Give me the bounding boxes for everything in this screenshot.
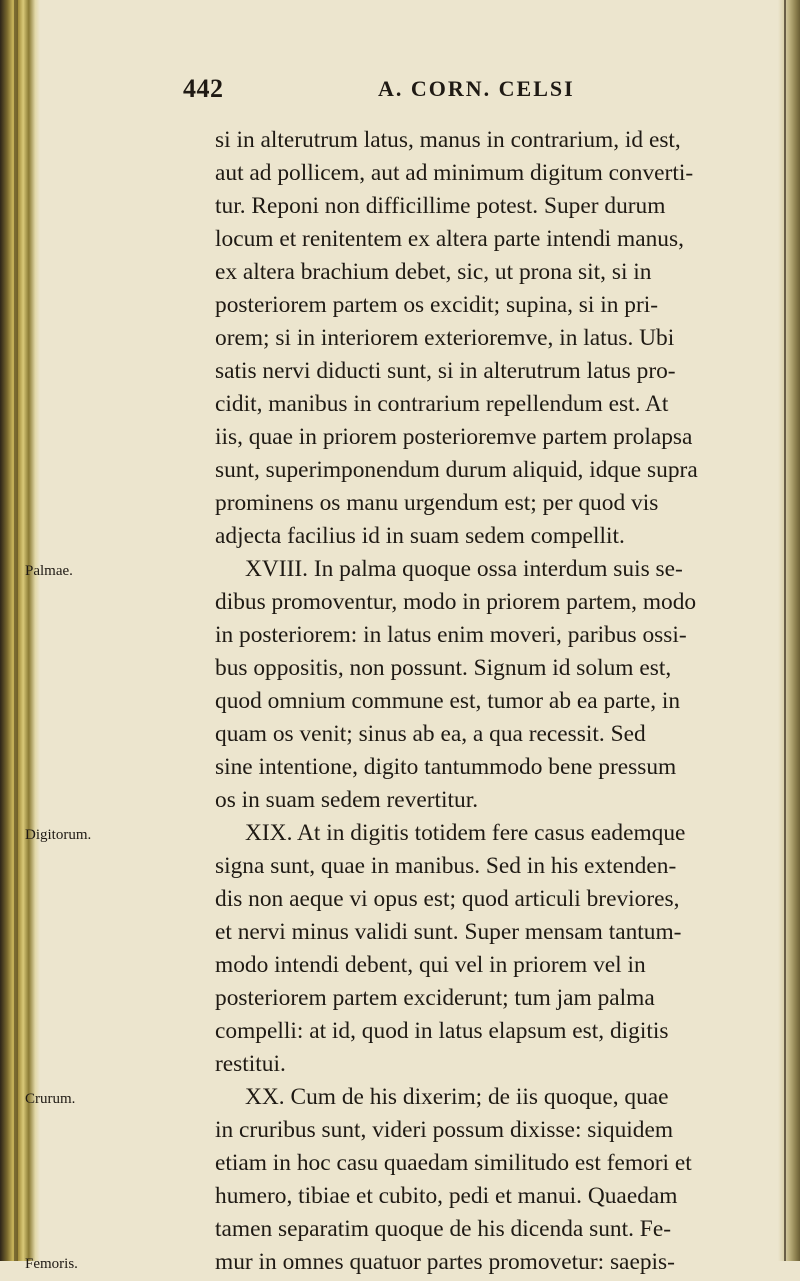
text-line (215, 322, 765, 355)
text-line (215, 355, 765, 388)
text-line (215, 949, 765, 982)
line-text: adjecta facilius id in suam sedem compellit. (215, 523, 625, 549)
text-line (215, 982, 765, 1015)
text-line (215, 751, 765, 784)
text-line (215, 289, 765, 322)
page-header (0, 74, 800, 114)
text-line (25, 817, 765, 850)
binding-stripe (14, 0, 18, 1261)
margin-note: Crurum. (25, 1091, 76, 1107)
margin-note: Femoris. (25, 1256, 78, 1272)
text-line (215, 223, 765, 256)
running-head: A. CORN. CELSI (378, 76, 575, 101)
text-line (215, 520, 765, 553)
text-line (215, 586, 765, 619)
page-number: 442 (183, 74, 224, 103)
text-line (25, 553, 765, 586)
margin-note: Palmae. (25, 563, 73, 579)
text-line (215, 124, 765, 157)
line-text: bus oppositis, non possunt. Signum id solum est, (215, 655, 672, 681)
page-edge-line (784, 0, 786, 1261)
text-line (215, 1114, 765, 1147)
line-text: et nervi minus validi sunt. Super mensam tantum- (215, 919, 682, 945)
line-text: XVIII. In palma quoque ossa interdum suis se- (245, 556, 683, 582)
text-line (215, 487, 765, 520)
line-text: dis non aeque vi opus est; quod articuli breviores, (215, 886, 680, 912)
text-line (215, 652, 765, 685)
line-text: cidit, manibus in contrarium repellendum est. At (215, 391, 669, 417)
line-text: modo intendi debent, qui vel in priorem vel in (215, 952, 646, 978)
text-line (215, 157, 765, 190)
text-line (215, 619, 765, 652)
text-line (215, 784, 765, 817)
line-text: posteriorem partem os excidit; supina, si in pri- (215, 292, 659, 318)
line-text: iis, quae in priorem posterioremve partem prolapsa (215, 424, 693, 450)
text-line (215, 1180, 765, 1213)
line-text: si in alterutrum latus, manus in contrarium, id est, (215, 127, 681, 153)
line-text: quam os venit; sinus ab ea, a qua recessit. Sed (215, 721, 646, 747)
text-line (215, 190, 765, 223)
line-text: sine intentione, digito tantummodo bene pressum (215, 754, 677, 780)
text-line (25, 1081, 765, 1114)
text-line (215, 883, 765, 916)
text-line (215, 850, 765, 883)
page-right-edge (778, 0, 800, 1261)
text-line (215, 1015, 765, 1048)
text-line (215, 256, 765, 289)
text-line (215, 1213, 765, 1246)
line-text: compelli: at id, quod in latus elapsum est, digitis (215, 1018, 669, 1044)
text-line (215, 1048, 765, 1081)
text-line (215, 421, 765, 454)
line-text: XIX. At in digitis totidem fere casus eademque (245, 820, 686, 846)
line-text: locum et renitentem ex altera parte intendi manus, (215, 226, 684, 252)
line-text: ex altera brachium debet, sic, ut prona sit, si in (215, 259, 652, 285)
text-line (25, 1246, 765, 1279)
line-text: XX. Cum de his dixerim; de iis quoque, quae (245, 1084, 669, 1110)
line-text: dibus promoventur, modo in priorem partem, modo (215, 589, 697, 615)
line-text: satis nervi diducti sunt, si in alterutrum latus pro- (215, 358, 676, 384)
line-text: tamen separatim quoque de his dicenda sunt. Fe- (215, 1216, 671, 1242)
line-text: humero, tibiae et cubito, pedi et manui. Quaedam (215, 1183, 678, 1209)
line-text: posteriorem partem exciderunt; tum jam palma (215, 985, 655, 1011)
text-line (215, 454, 765, 487)
line-text: tur. Reponi non difficillime potest. Super durum (215, 193, 666, 219)
body-text (25, 124, 765, 1279)
line-text: aut ad pollicem, aut ad minimum digitum converti- (215, 160, 694, 186)
line-text: etiam in hoc casu quaedam similitudo est femori et (215, 1150, 692, 1176)
margin-note: Digitorum. (25, 827, 92, 843)
line-text: os in suam sedem revertitur. (215, 787, 479, 813)
line-text: in cruribus sunt, videri possum dixisse: siquidem (215, 1117, 674, 1143)
line-text: orem; si in interiorem exterioremve, in latus. Ubi (215, 325, 675, 351)
line-text: prominens os manu urgendum est; per quod vis (215, 490, 659, 516)
text-line (215, 1147, 765, 1180)
line-text: in posteriorem: in latus enim moveri, paribus ossi- (215, 622, 687, 648)
line-text: mur in omnes quatuor partes promovetur: saepis- (215, 1249, 675, 1275)
text-line (215, 685, 765, 718)
line-text: signa sunt, quae in manibus. Sed in his extenden- (215, 853, 677, 879)
line-text: quod omnium commune est, tumor ab ea parte, in (215, 688, 681, 714)
book-binding-edge (0, 0, 40, 1261)
line-text: restitui. (215, 1051, 286, 1077)
line-text: sunt, superimponendum durum aliquid, idque supra (215, 457, 698, 483)
text-line (215, 916, 765, 949)
text-line (215, 388, 765, 421)
text-line (215, 718, 765, 751)
